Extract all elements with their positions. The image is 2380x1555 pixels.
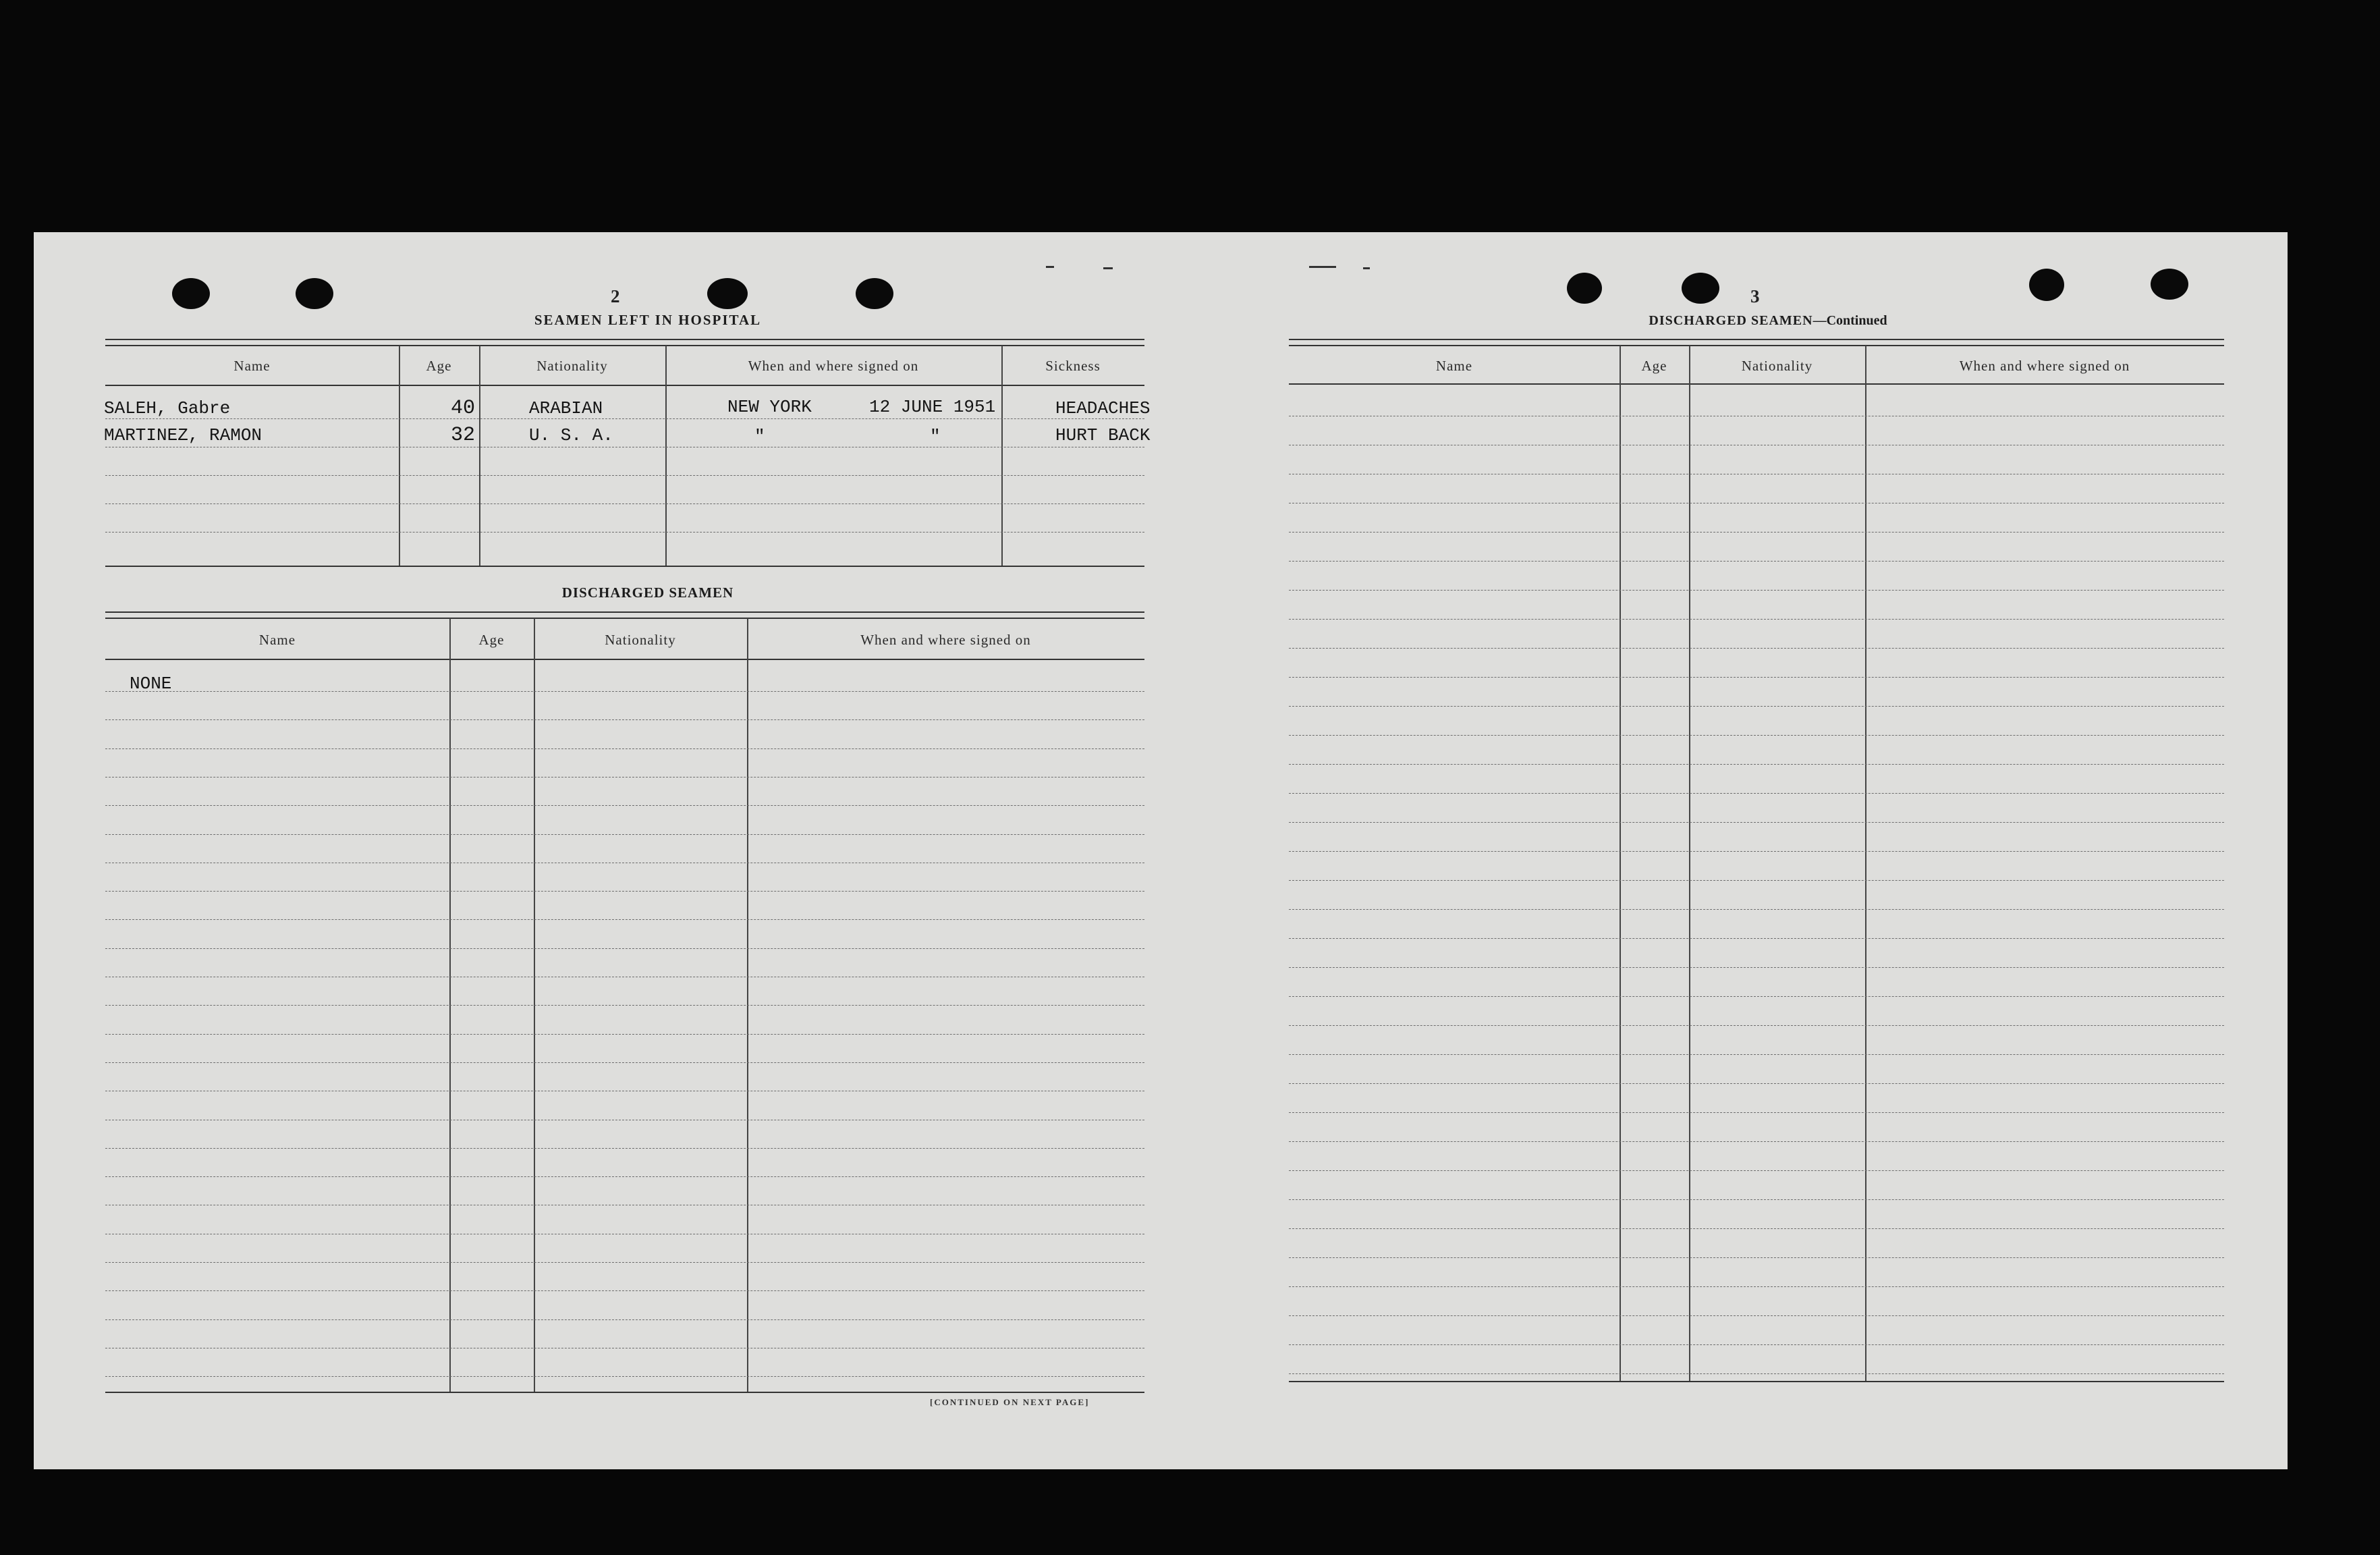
row-line (1289, 1257, 2224, 1258)
title-main: DISCHARGED SEAMEN (1649, 313, 1813, 328)
signed-on-date: 12 JUNE 1951 (869, 397, 996, 417)
seaman-age: 32 (451, 424, 476, 447)
page-number: 2 (611, 286, 620, 306)
row-line (105, 919, 1144, 920)
header-rule (105, 659, 1144, 660)
punch-hole (1567, 273, 1602, 304)
row-line (105, 503, 1144, 504)
row-line (105, 1148, 1144, 1149)
column-header: Age (1641, 358, 1667, 374)
row-line (1289, 1025, 2224, 1026)
row-line (1289, 1199, 2224, 1200)
row-line (105, 1262, 1144, 1263)
ink-speck (1103, 267, 1113, 269)
header-rule (105, 385, 1144, 386)
seaman-sickness: HEADACHES (1055, 398, 1151, 418)
column-header: Name (258, 632, 296, 648)
punch-hole (2151, 269, 2188, 300)
row-line (105, 1376, 1144, 1377)
row-line (1289, 1344, 2224, 1345)
row-line (1289, 793, 2224, 794)
signed-on-date: " (930, 427, 941, 447)
discharged-table (105, 611, 1144, 1394)
punch-hole (707, 278, 748, 309)
continued-note: [CONTINUED ON NEXT PAGE] (930, 1397, 1090, 1407)
row-line (105, 1062, 1144, 1063)
row-line (1289, 880, 2224, 881)
table-top-rule (105, 611, 1144, 619)
row-line (1289, 938, 2224, 939)
ink-speck (1309, 266, 1336, 268)
row-line (1289, 1373, 2224, 1374)
table-bottom-rule (1289, 1381, 2224, 1382)
punch-hole (172, 278, 210, 309)
seaman-nationality: ARABIAN (529, 398, 603, 418)
hospital-section-title: SEAMEN LEFT IN HOSPITAL (534, 312, 762, 328)
column-header: Name (233, 358, 271, 374)
column-divider (399, 346, 400, 566)
discharged-continued-table (1289, 339, 2224, 1384)
hospital-table (104, 339, 1151, 568)
row-line (105, 805, 1144, 806)
column-header: When and where signed on (748, 358, 919, 374)
row-line (105, 777, 1144, 778)
header-rule (1289, 383, 2224, 385)
column-header: Sickness (1045, 358, 1101, 374)
column-divider (479, 346, 480, 566)
discharged-continued-title (1289, 313, 2247, 329)
row-line (105, 834, 1144, 835)
seaman-name: MARTINEZ, RAMON (104, 425, 262, 445)
row-line (105, 948, 1144, 949)
signed-on-place: NEW YORK (727, 397, 812, 417)
table-bottom-rule (105, 566, 1144, 567)
column-header: Name (1435, 358, 1473, 374)
punch-hole (2029, 269, 2064, 301)
ink-speck (1363, 267, 1370, 269)
row-line (1289, 706, 2224, 707)
row-line (1289, 619, 2224, 620)
row-line (1289, 822, 2224, 823)
signed-on-place: " (754, 427, 765, 447)
column-header: Nationality (1741, 358, 1813, 374)
row-line (1289, 1141, 2224, 1142)
column-divider (1001, 346, 1003, 566)
table-top-rule (105, 339, 1144, 346)
row-line (105, 748, 1144, 749)
table-top-rule (1289, 339, 2224, 346)
row-line (105, 475, 1144, 476)
row-line (1289, 764, 2224, 765)
row-line (1289, 851, 2224, 852)
row-line (105, 1176, 1144, 1177)
row-line (105, 1290, 1144, 1291)
column-header: Age (478, 632, 505, 648)
column-header: Nationality (605, 632, 676, 648)
document-sheet (34, 232, 2288, 1469)
ink-speck (1046, 266, 1054, 268)
row-line (1289, 967, 2224, 968)
column-header: When and where signed on (860, 632, 1031, 648)
seaman-age: 40 (451, 397, 476, 420)
row-line (1289, 561, 2224, 562)
column-divider (1620, 346, 1621, 1381)
row-line (1289, 1112, 2224, 1113)
row-line (105, 1005, 1144, 1006)
none-entry: NONE (130, 674, 172, 694)
row-line (1289, 532, 2224, 533)
column-header: When and where signed on (1959, 358, 2130, 374)
punch-hole (1682, 273, 1719, 304)
row-line (1289, 1170, 2224, 1171)
discharged-section-title: DISCHARGED SEAMEN (561, 584, 734, 601)
seaman-nationality: U. S. A. (529, 425, 613, 445)
row-line (1289, 735, 2224, 736)
row-line (105, 691, 1144, 692)
seaman-sickness: HURT BACK (1055, 425, 1151, 445)
column-divider (1865, 346, 1866, 1381)
column-header: Nationality (536, 358, 608, 374)
row-line (1289, 1054, 2224, 1055)
row-line (105, 1034, 1144, 1035)
row-line (1289, 1315, 2224, 1316)
punch-hole (856, 278, 893, 309)
row-line (1289, 590, 2224, 591)
row-line (1289, 677, 2224, 678)
row-line (1289, 909, 2224, 910)
title-suffix: —Continued (1812, 313, 1887, 328)
row-line (105, 719, 1144, 720)
row-line (105, 1319, 1144, 1320)
column-divider (665, 346, 667, 566)
row-line (105, 532, 1144, 533)
column-divider (1689, 346, 1690, 1381)
row-line (1289, 1228, 2224, 1229)
column-header: Age (426, 358, 452, 374)
row-line (1289, 996, 2224, 997)
seaman-name: SALEH, Gabre (104, 398, 231, 418)
punch-hole (296, 278, 333, 309)
row-line (1289, 1286, 2224, 1287)
row-line (1289, 1083, 2224, 1084)
row-line (105, 418, 1144, 419)
row-line (105, 891, 1144, 892)
table-bottom-rule (105, 1392, 1144, 1393)
row-line (1289, 648, 2224, 649)
page-number: 3 (1750, 286, 1760, 306)
